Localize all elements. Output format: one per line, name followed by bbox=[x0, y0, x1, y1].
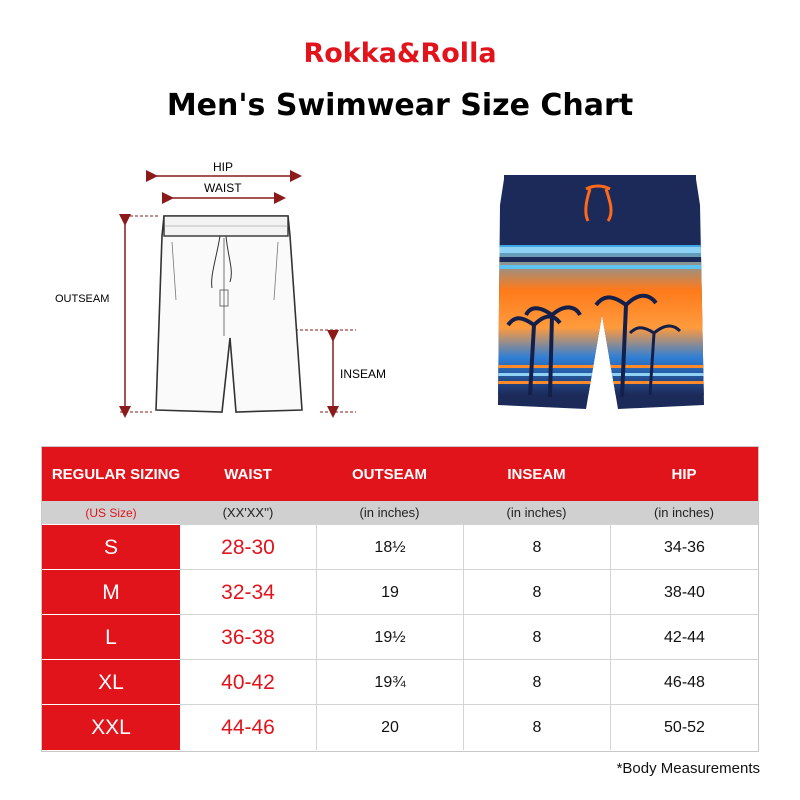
inseam-cell: 8 bbox=[463, 570, 610, 615]
outseam-cell: 19¾ bbox=[316, 660, 463, 705]
size-cell: XXL bbox=[42, 704, 180, 750]
table-row bbox=[42, 659, 758, 704]
size-cell: XL bbox=[42, 659, 180, 705]
waist-cell: 44-46 bbox=[221, 716, 275, 739]
footnote: *Body Measurements bbox=[616, 760, 760, 777]
inseam-cell: 8 bbox=[463, 705, 610, 750]
subheader-inseam-unit: (in inches) bbox=[506, 505, 567, 520]
size-cell: L bbox=[42, 614, 180, 660]
outseam-label: OUTSEAM bbox=[55, 293, 110, 305]
outseam-cell: 19½ bbox=[316, 615, 463, 660]
table-row bbox=[42, 524, 758, 569]
table-body bbox=[42, 524, 758, 752]
size-chart-table bbox=[41, 446, 759, 752]
outseam-cell: 20 bbox=[316, 705, 463, 750]
inseam-cell: 8 bbox=[463, 660, 610, 705]
column-header-regular-sizing: REGULAR SIZING bbox=[51, 466, 181, 483]
hip-cell: 34-36 bbox=[610, 525, 758, 570]
column-header-hip: HIP bbox=[671, 466, 697, 483]
subheader-hip-unit: (in inches) bbox=[654, 505, 714, 520]
column-header-waist: WAIST bbox=[224, 466, 272, 483]
measurement-diagram bbox=[40, 150, 420, 430]
column-header-inseam: INSEAM bbox=[507, 466, 566, 483]
table-header-row bbox=[42, 447, 758, 501]
hip-label: HIP bbox=[213, 160, 234, 174]
size-cell: S bbox=[42, 524, 180, 570]
swim-shorts-icon bbox=[490, 165, 710, 415]
column-header-outseam: OUTSEAM bbox=[352, 466, 427, 483]
subheader-outseam-unit: (in inches) bbox=[359, 505, 420, 520]
waist-cell: 28-30 bbox=[221, 536, 275, 559]
hip-cell: 38-40 bbox=[610, 570, 758, 615]
table-row bbox=[42, 704, 758, 749]
inseam-label: INSEAM bbox=[340, 367, 387, 381]
waist-label: WAIST bbox=[204, 181, 242, 195]
page-title: Men's Swimwear Size Chart bbox=[166, 88, 634, 123]
table-row bbox=[42, 569, 758, 614]
table-subheader-row bbox=[42, 501, 758, 524]
hip-cell: 46-48 bbox=[610, 660, 758, 705]
outseam-cell: 19 bbox=[316, 570, 463, 615]
waist-cell: 40-42 bbox=[221, 671, 275, 694]
waist-cell: 32-34 bbox=[221, 581, 275, 604]
subheader-us-size: (US Size) bbox=[85, 506, 137, 520]
inseam-cell: 8 bbox=[463, 525, 610, 570]
swim-shorts-photo bbox=[490, 165, 710, 415]
table-row bbox=[42, 614, 758, 659]
waist-cell: 36-38 bbox=[221, 626, 275, 649]
brand-name: Rokka&Rolla bbox=[303, 38, 497, 69]
inseam-cell: 8 bbox=[463, 615, 610, 660]
hip-cell: 50-52 bbox=[610, 705, 758, 750]
size-cell: M bbox=[42, 569, 180, 615]
outseam-cell: 18½ bbox=[316, 525, 463, 570]
subheader-waist-format: (XX'XX'') bbox=[222, 505, 274, 520]
hip-cell: 42-44 bbox=[610, 615, 758, 660]
